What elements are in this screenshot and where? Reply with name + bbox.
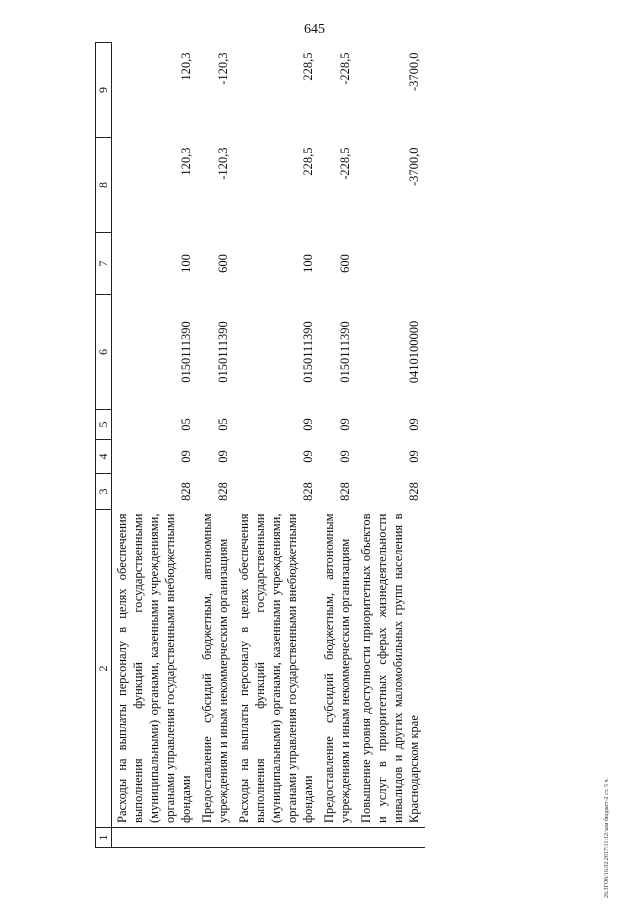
header-col-3: 3 [96,474,112,510]
table-row [234,43,319,848]
table-row [356,43,425,848]
cell-col-1 [112,828,198,848]
cell-col-3: 828 [301,482,316,501]
budget-table-rotated [95,43,591,848]
page-number: 645 [304,22,325,37]
cell-col-9: 228,5 [301,52,316,81]
cell-col-6: 0150111390 [338,321,353,383]
cell-col-4: 09 [338,450,353,463]
cell-col-3: 828 [338,482,353,501]
header-col-5: 5 [96,410,112,440]
table-row [197,43,234,848]
cell-col-7: 100 [179,254,194,273]
cell-col-5: 09 [407,418,422,431]
cell-col-4: 09 [301,450,316,463]
cell-col-3: 828 [216,482,231,501]
table-row [319,43,356,848]
cell-col-5: 09 [301,418,316,431]
cell-col-4: 09 [216,450,231,463]
cell-col-1 [197,828,234,848]
cell-col-7 [356,233,425,295]
cell-col-9: -120,3 [216,52,231,85]
cell-col-3: 828 [407,482,422,501]
header-col-2: 2 [96,510,112,828]
cell-col-4: 09 [179,450,194,463]
cell-col-5: 09 [338,418,353,431]
cell-col-6: 0150111390 [179,321,194,383]
cell-col-8: 228,5 [301,147,316,176]
cell-col-7: 600 [216,254,231,273]
header-col-4: 4 [96,440,112,474]
table-header-row [96,43,112,848]
header-col-8: 8 [96,138,112,233]
cell-col-1 [356,828,425,848]
cell-col-7: 600 [338,254,353,273]
cell-col-6: 0410100000 [407,320,422,384]
cell-col-5: 05 [216,418,231,431]
cell-col-1 [234,828,319,848]
cell-col-3: 828 [179,482,194,501]
cell-col-8: -3700,0 [407,147,422,187]
cell-col-8: 120,3 [179,147,194,176]
table-row [112,43,198,848]
header-col-1: 1 [96,828,112,848]
header-col-7: 7 [96,233,112,295]
cell-col-5: 05 [179,418,194,431]
cell-col-8: -120,3 [216,147,231,180]
cell-description: Повышение уровня доступности приоритетных объектов и услуг в приоритетных сферах жизнедеятельности инвалидов и других маломобильных групп населения в Краснодарском крае [356,510,425,828]
cell-col-9: -228,5 [338,52,353,85]
budget-table [95,42,425,848]
cell-description: Предоставление субсидий бюджетным, автономным учреждениям и иным некоммерческим организациям [319,510,356,828]
cell-description: Расходы на выплаты персоналу в целях обеспечения выполнения функций государственными (муниципальными) органами, казенными учреждениями, органами управления государственными внебюджетными фондами [112,510,198,828]
header-col-6: 6 [96,295,112,410]
cell-col-6: 0150111390 [301,321,316,383]
margin-note: 26.3ГОб/16.02.2017/11:12/зам бюджет-2 ст. 5 ч. [604,778,610,898]
cell-col-6: 0150111390 [216,321,231,383]
cell-col-9: 120,3 [179,52,194,81]
cell-col-4: 09 [407,450,422,463]
cell-description: Расходы на выплаты персоналу в целях обеспечения выполнения функций государственными (муниципальными) органами, казенными учреждениями, органами управления государственными внебюджетными фондами [234,510,319,828]
cell-col-7: 100 [301,254,316,273]
cell-description: Предоставление субсидий бюджетным, автономным учреждениям и иным некоммерческим организациям [197,510,234,828]
cell-col-1 [319,828,356,848]
header-col-9: 9 [96,43,112,138]
cell-col-8: -228,5 [338,147,353,180]
cell-col-9: -3700,0 [407,52,422,92]
